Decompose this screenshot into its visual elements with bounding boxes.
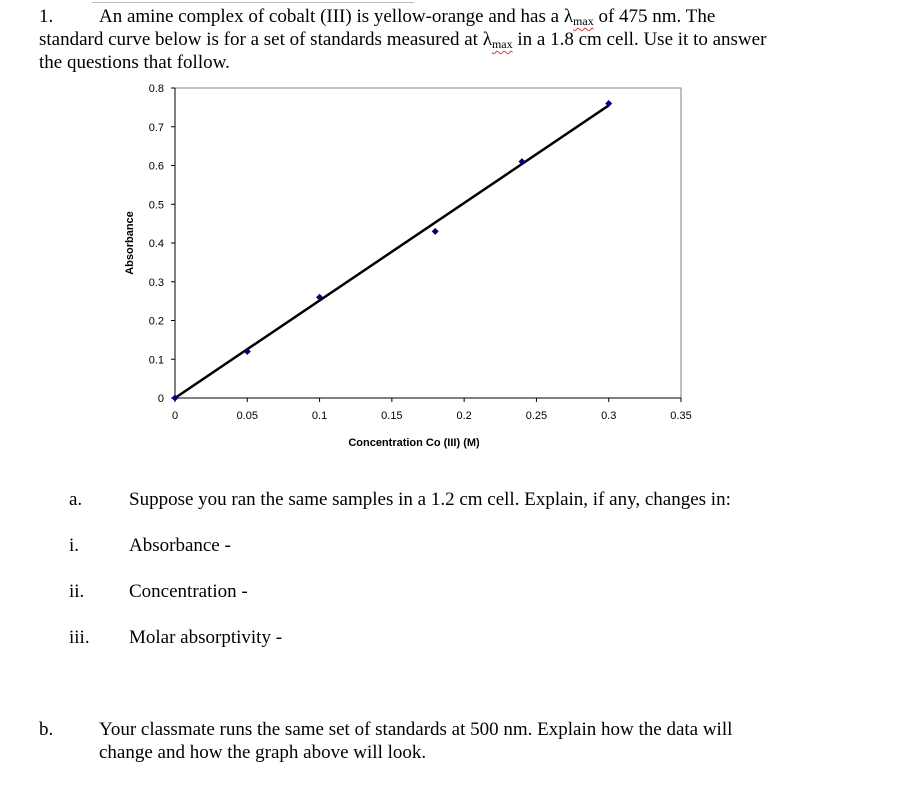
y-tick-label: 0.4	[148, 238, 164, 250]
part-a-ii-label: ii.	[69, 581, 85, 602]
part-a-i-label: i.	[69, 535, 80, 556]
y-tick-label: 0.2	[148, 315, 164, 328]
x-tick-label: 0	[171, 410, 179, 422]
question-line-2: standard curve below is for a set of standards measured at λmax in a 1.8 cm cell. Use it to answer	[39, 29, 767, 51]
part-a-ii-text: Concentration -	[129, 581, 248, 602]
y-tick-label: 0.7	[148, 121, 164, 134]
x-tick-label: 0.15	[381, 410, 403, 422]
part-b-label: b.	[39, 719, 54, 740]
part-a-i-text: Absorbance -	[129, 535, 231, 556]
y-tick-label: 0.3	[148, 276, 164, 289]
part-b-line-1: Your classmate runs the same set of standards at 500 nm. Explain how the data will	[99, 719, 733, 740]
question-line-3: the questions that follow.	[39, 52, 230, 73]
y-tick-label: 0.1	[148, 354, 164, 367]
x-tick-label: 0.2	[456, 410, 472, 422]
y-tick-label: 0.6	[148, 160, 164, 173]
y-tick-label: 0.8	[148, 83, 164, 95]
part-a-iii-label: iii.	[69, 627, 90, 648]
lambda-max-symbol: λmax	[563, 6, 594, 28]
y-tick-label: 0.5	[148, 199, 164, 212]
x-tick-label: 0.3	[601, 410, 617, 422]
x-tick-label: 0.1	[311, 410, 328, 422]
part-b-line-2: change and how the graph above will look.	[99, 742, 427, 763]
y-axis-label: Absorbance	[124, 211, 136, 275]
y-tick-label: 0	[157, 393, 164, 405]
question-number: 1.	[39, 6, 54, 27]
question-line-1: An amine complex of cobalt (III) is yellow-orange and has a λmax of 475 nm. The	[99, 6, 716, 28]
x-tick-label: 0.35	[670, 410, 692, 422]
x-tick-label: 0.05	[236, 410, 258, 422]
part-a-label: a.	[69, 489, 83, 510]
lambda-max-symbol: λmax	[482, 29, 513, 51]
part-a-text: Suppose you ran the same samples in a 1.2 cm cell. Explain, if any, changes in:	[129, 489, 731, 510]
x-tick-label: 0.25	[525, 410, 548, 422]
part-a-iii-text: Molar absorptivity -	[129, 627, 283, 648]
x-axis-label: Concentration Co (III) (M)	[348, 437, 480, 449]
plot-area	[175, 88, 681, 398]
